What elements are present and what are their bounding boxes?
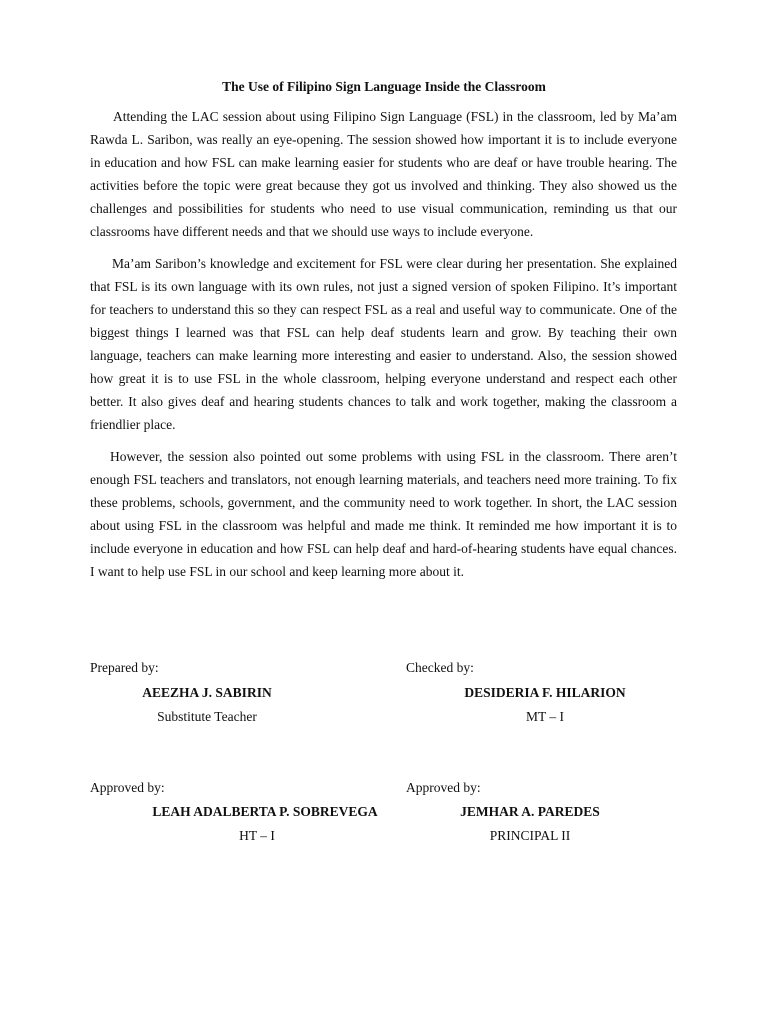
approved-by-right-role: PRINCIPAL II [489,828,571,843]
prepared-by-name: AEEZHA J. SABIRIN [142,685,272,700]
document-body [90,105,677,592]
approved-by-left-label: Approved by: [90,780,165,795]
approved-by-right-label: Approved by: [406,780,481,795]
checked-by-label: Checked by: [406,660,474,675]
paragraph-3: However, the session also pointed out some problems with using FSL in the classroom. There aren’t enough FSL teachers and translators, not enough learning materials, and teachers need more training. To fix these problems, schools, government, and the community need to work together. In short, the LAC session about using FSL in the classroom was helpful and made me think. It reminded me how important it is to include everyone in education and how FSL can help deaf and hard-of-hearing students have equal chances. I want to help use FSL in our school and keep learning more about it. [90,449,677,579]
checked-by-role: MT – I [525,709,564,724]
prepared-by-label: Prepared by: [90,660,159,675]
document-title: The Use of Filipino Sign Language Inside the Classroom [222,79,546,94]
paragraph-1: Attending the LAC session about using Filipino Sign Language (FSL) in the classroom, led by Ma’am Rawda L. Saribon, was really an eye-opening. The session showed how important it is to include everyone in education and how FSL can make learning easier for students who are deaf or have trouble hearing. The activities before the topic were great because they got us involved and thinking. They also showed us the challenges and possibilities for students who need to use visual communication, reminding us that our classrooms have different needs and that we should use ways to include everyone. [90,109,677,239]
prepared-by-role: Substitute Teacher [157,709,257,724]
paragraph-2: Ma’am Saribon’s knowledge and excitement for FSL were clear during her presentation. She explained that FSL is its own language with its own rules, not just a signed version of spoken Filipino. It’s important for teachers to understand this so they can respect FSL as a real and useful way to communicate. One of the biggest things I learned was that FSL can help deaf students learn and grow. By teaching their own language, teachers can make learning more interesting and easier to understand. Also, the session showed how great it is to use FSL in the whole classroom, helping everyone understand and respect each other better. It also gives deaf and hearing students chances to talk and work together, making the classroom a friendlier place. [90,256,677,432]
approved-by-left-role: HT – I [239,828,275,843]
checked-by-name: DESIDERIA F. HILARION [464,685,626,700]
approved-by-left-name: LEAH ADALBERTA P. SOBREVEGA [152,804,378,819]
approved-by-right-name: JEMHAR A. PAREDES [460,804,600,819]
